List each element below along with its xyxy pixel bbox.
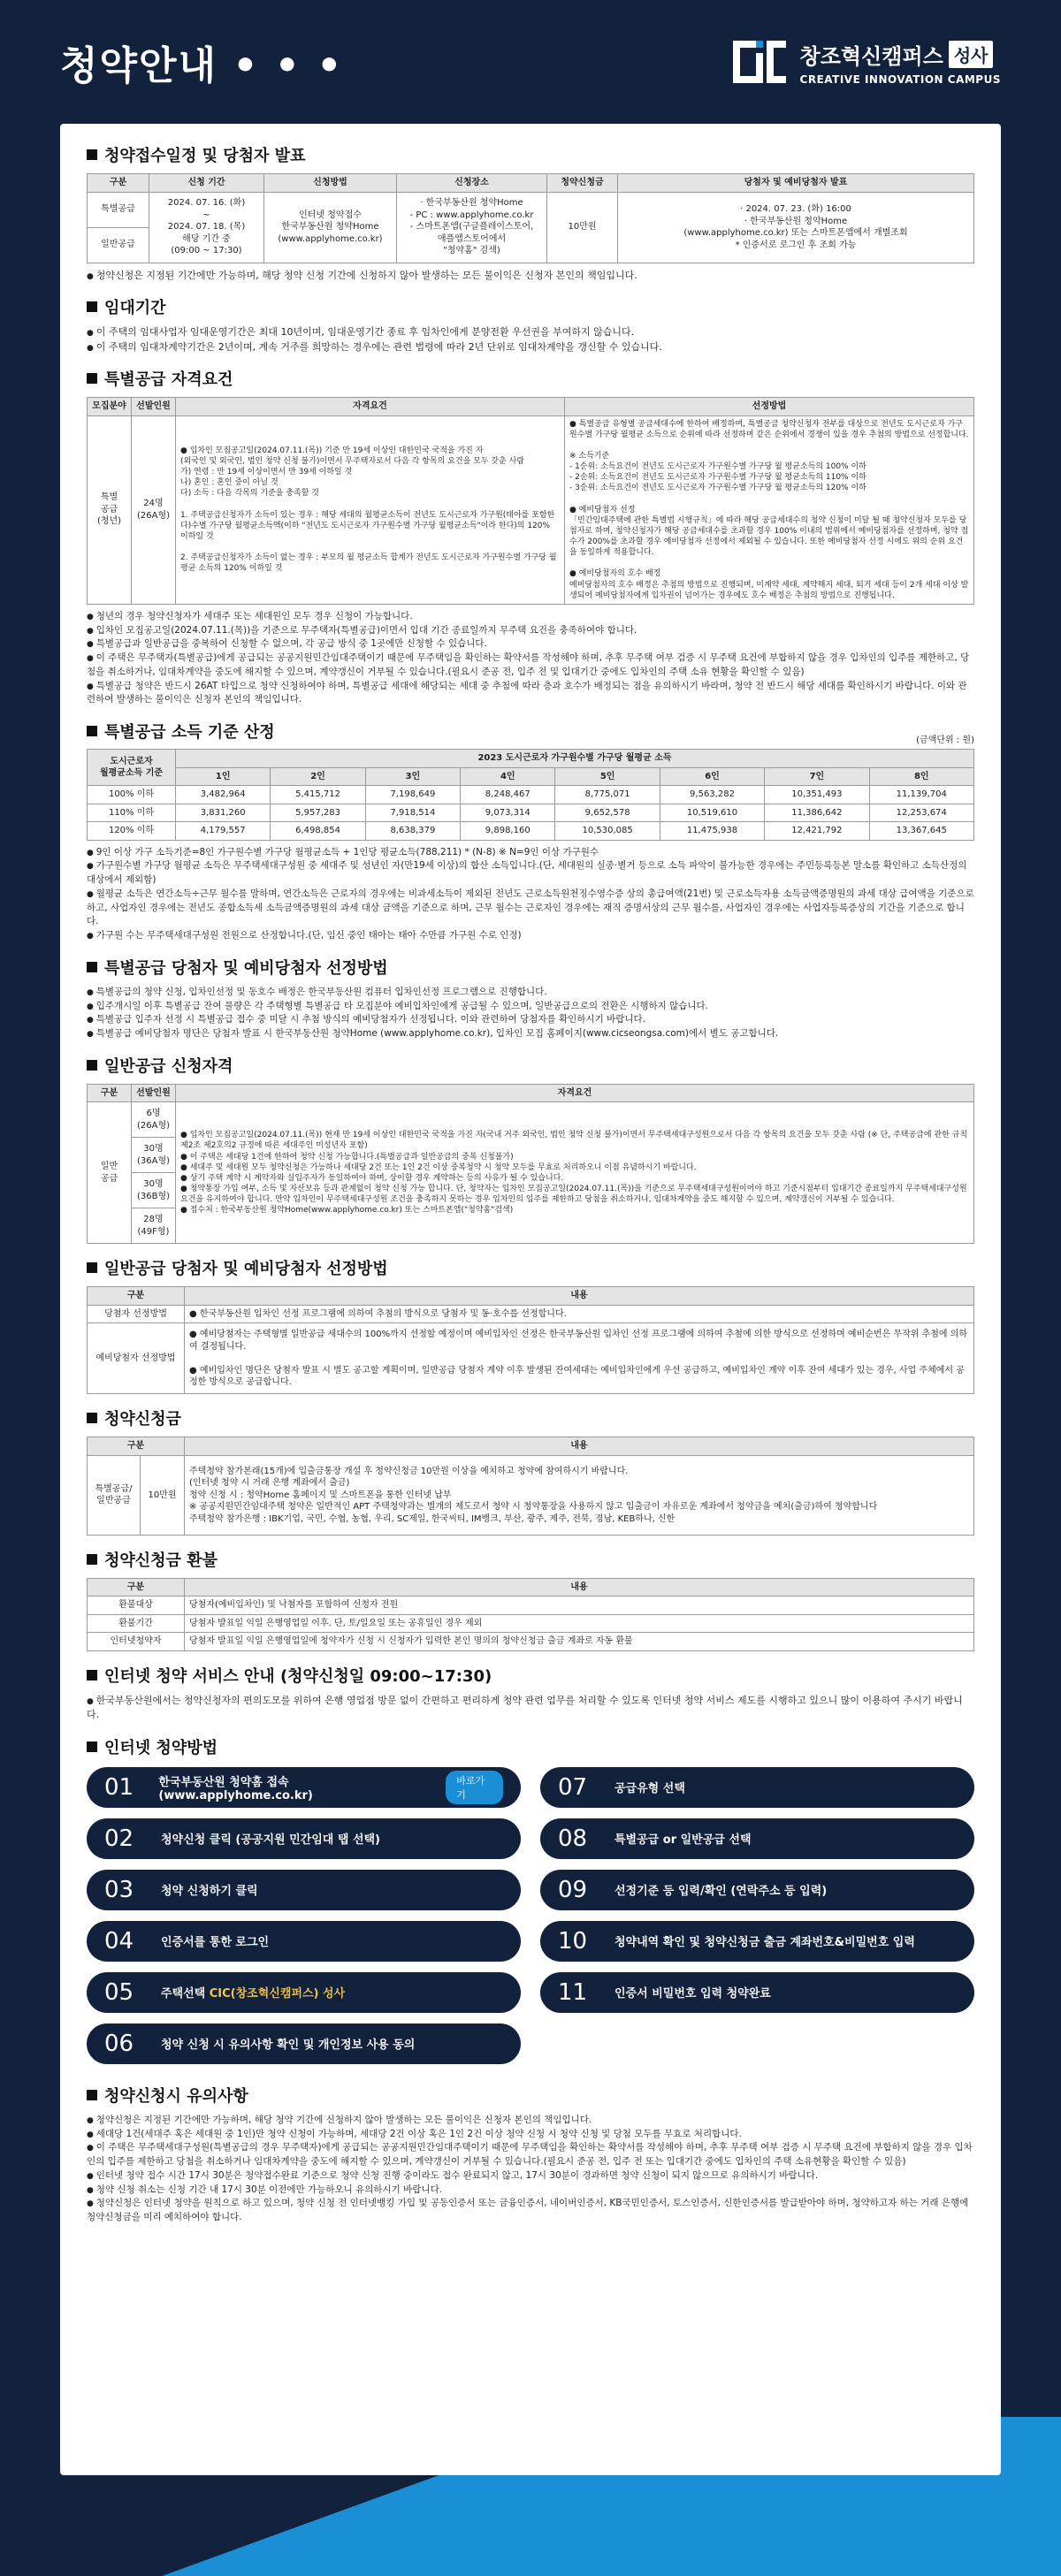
step-text: 인증서를 통한 로그인 [161, 1936, 270, 1950]
table-header: 내용 [185, 1437, 974, 1456]
income-table [87, 749, 974, 841]
step-text: 공급유형 선택 [614, 1782, 685, 1796]
table-header: 8인 [869, 767, 973, 786]
row-label: 120% 이하 [88, 822, 176, 841]
step-text: 청약내역 확인 및 청약신청금 출금 계좌번호&비밀번호 입력 [614, 1936, 915, 1950]
row-label: 인터넷청약자 [88, 1633, 185, 1651]
steps-grid [87, 1767, 974, 2064]
note-item: ● 이 주택의 임대사업자 임대운영기간은 최대 10년이며, 임대운영기간 종료 후 임차인에게 분양전환 우선권을 부여하지 않습니다. [87, 325, 974, 340]
row-label: 일반공급 [88, 227, 149, 263]
income-cell: 6,498,854 [271, 822, 365, 841]
step-number: 06 [104, 2030, 134, 2057]
cic-logo-icon [731, 37, 788, 87]
unit-label: (금액단위 : 원) [916, 735, 974, 746]
brand-subtitle: CREATIVE INNOVATION CAMPUS [799, 72, 1001, 86]
table-header: 4인 [461, 767, 555, 786]
special-selection-notes [87, 986, 974, 1041]
note-item: ● 청약신청은 지정된 기간에만 가능하며, 해당 청약 신청 기간에 신청하지 않아 발생하는 모든 불이익은 신청자 본인의 책임입니다. [87, 269, 974, 284]
income-cell: 10,351,493 [765, 786, 869, 804]
table-row [88, 822, 974, 841]
step-number: 07 [558, 1773, 588, 1801]
income-cell: 9,073,314 [461, 804, 555, 822]
income-cell: 11,139,704 [869, 786, 973, 804]
note-item: ● 청약신청은 지정된 기간에만 가능하며, 해당 청약 기간에 신청하지 않아 발생하는 모든 불이익은 신청자 본인의 책임입니다. [87, 2114, 974, 2128]
step-text-highlight: CIC(창조혁신캠퍼스) 성사 [209, 1987, 346, 2001]
step-10 [540, 1921, 974, 1962]
note-item: ● 월평균 소득은 연간소득÷근무 월수를 말하며, 연간소득은 근로자의 경우에는 비과세소득이 제외된 전년도 근로소득원천징수영수증 상의 총급여액(21번) 및 근로소득자용 소득금액증명원의 과세 대상 급여액을 기준으로 하고, 사업자인 경우에는 전년도 종합소득세 소득금액증명원의 과세 대상 금액을 기준으로 하며, 근무 월수는 근로자인 경우에는 재직 증명서상의 근무 월수를, 사업자인 경우에는 사업자등록증상의 기간을 기준으로 합니다. [87, 888, 974, 929]
step-number: 04 [104, 1927, 134, 1955]
note-item: ● 한국부동산원에서는 청약신청자의 편의도모를 위하여 은행 영업점 방문 없이 간편하고 편리하게 청약 관련 업무를 처리할 수 있도록 인터넷 청약 서비스 제도를 시행하고 있으니 많이 이용하여 주시기 바랍니다. [87, 1694, 974, 1723]
step-number: 10 [558, 1927, 588, 1955]
special-qualification-table [87, 397, 974, 605]
row-label: 환불대상 [88, 1597, 185, 1615]
row-label: 110% 이하 [88, 804, 176, 822]
brand-badge: 성사 [949, 41, 994, 68]
table-row [88, 786, 974, 804]
note-item: ● 입주개시일 이후 특별공급 잔여 물량은 각 주택형별 특별공급 타 모집분야 예비입차인에게 공급될 수 있으며, 일반공급으로의 전환은 시행하지 않습니다. [87, 1000, 974, 1014]
count-label: 30명 (36A형) [132, 1138, 176, 1173]
step-03 [87, 1870, 521, 1910]
special-notes [87, 610, 974, 707]
section-title-refund: 청약신청금 환불 [87, 1548, 974, 1571]
field-label: 특별 공급 (청년) [88, 415, 132, 604]
row-text: 당첨자 발표일 익일 은행영업일 이후. 단, 토/일요일 또는 공휴일인 경우 제외 [185, 1614, 974, 1633]
note-item: ● 특별공급 청약은 반드시 26AT 타입으로 청약 신청하여야 하며, 특별공급 세대에 해당되는 세대 중 추첨에 따라 층과 호수가 배정되는 점을 유의하시기 바라며, 청약 전 반드시 해당 세대를 확인하시기 바랍니다. 이와 관련하여 발생하는 불이익은 신청자 본인의 책임입니다. [87, 680, 974, 708]
note-item: ● 가구원수별 가구당 월평균 소득은 무주택세대구성원 중 세대주 및 성년인 자(만19세 이상)의 합산 소득입니다.(단, 세대원의 실종·별거 등으로 소득 파악이 불가능한 경우에는 주민등록등본 말소를 확인하고 소득산정의 대상에서 제외함) [87, 859, 974, 888]
step-text: 청약 신청하기 클릭 [161, 1885, 258, 1899]
schedule-notes [87, 269, 974, 284]
step-text: 특별공급 or 일반공급 선택 [614, 1833, 752, 1848]
row-label: 환불기간 [88, 1614, 185, 1633]
income-cell: 7,198,649 [365, 786, 460, 804]
step-02 [87, 1818, 521, 1859]
qualification-text: ● 입차인 모집공고일(2024.07.11.(목)) 현재 만 19세 이상인 대한민국 국적을 가진 자(국내 거주 외국인, 법인 청약 신청 불가)이면서 무주택세대구성원으로서 다음 각 항목의 요건을 모두 갖춘 사람 (※ 단, 주택공급에 관한 규칙 제2조 제2호의2 규정에 따른 세대주인 미성년자 포함) ● 이 주택은 세대당 1건에 한하여 청약 신청 가능합니다.(특별공급과 일반공급의 중복 신청불가) ● 세대주 및 세대원 모두 청약신청은 가능하나 세대당 2건 또는 1인 2건 이상 중복청약 시 청약 모두를 무효로 처리하오니 이점 유념하시기 바랍니다. ● 상기 주택 계약 시 계약자와 실입주자가 동일하여야 하며, 상이할 경우 계약하는 등의 사유가 될 수 있습니다. ● 청약통장 가입 여부, 소득 및 자산보유 등과 관계없이 청약 신청 가능 합니다. 단, 청약자는 입차인 모집공고일(2024.07.11.(목))을 기준으로 무주택세대구성원이어야 하고 기준시점부터 입대기간 종료일까지 무주택세대구성원 요건을 유지하여야 합니다. 만약 입차인이 무주택세대구성원 조건을 충족하지 못하는 경우 입차인의 입주를 제한하고 당첨을 취소하거나, 임대차계약을 중도 해지할 수 있으며, 계약갱신이 거부될 수 있습니다. ● 접수처 : 한국부동산원 청약Home(www.applyhome.co.kr) 또는 스마트폰앱("청약홈"검색) [176, 1102, 974, 1244]
brand-logo [731, 37, 1001, 87]
schedule-table [87, 173, 974, 263]
table-header: 구분 [88, 1084, 132, 1102]
caution-notes [87, 2114, 974, 2225]
table-header: 구분 [88, 174, 149, 193]
schedule-method: 인터넷 청약접수 한국부동산원 청약Home (www.applyhome.co.kr) [264, 192, 397, 263]
step-09 [540, 1870, 974, 1910]
income-cell: 13,367,645 [869, 822, 973, 841]
schedule-announce: · 2024. 07. 23. (화) 16:00 · 한국부동산원 청약Home (www.applyhome.co.kr) 또는 스마트폰앱에서 개별조회 * 인증서로 로그인 후 조회 가능 [618, 192, 974, 263]
row-text: ● 한국부동산원 입차인 선정 프로그램에 의하여 추첨의 방식으로 당첨자 및 동·호수를 선정합니다. [185, 1305, 974, 1323]
step-text: 인증서 비밀번호 입력 청약완료 [614, 1987, 771, 2001]
table-header: 선정방법 [565, 398, 974, 416]
section-title-internet-service: 인터넷 청약 서비스 안내 (청약신청일 09:00~17:30) [87, 1664, 974, 1687]
lease-notes [87, 325, 974, 354]
step-number: 05 [104, 1978, 134, 2006]
income-cell: 8,638,379 [365, 822, 460, 841]
schedule-place: · 한국부동산원 청약Home - PC : www.applyhome.co.kr - 스마트폰앱(구글플레이스토어, 애플앱스토어에서 "청약홈" 검색) [397, 192, 547, 263]
table-header: 선발인원 [132, 398, 176, 416]
step-number: 01 [104, 1773, 134, 1801]
row-label: 당첨자 선정방법 [88, 1305, 185, 1323]
table-header: 신청 기간 [149, 174, 264, 193]
table-header: 2인 [271, 767, 365, 786]
table-header: 구분 [88, 1437, 185, 1456]
table-header: 내용 [185, 1287, 974, 1306]
income-cell: 10,530,085 [555, 822, 660, 841]
income-cell: 12,421,792 [765, 822, 869, 841]
internet-service-notes [87, 1694, 974, 1723]
table-header: 모집분야 [88, 398, 132, 416]
table-header: 7인 [765, 767, 869, 786]
refund-table [87, 1578, 974, 1651]
section-title-income: 특별공급 소득 기준 산정 [87, 720, 974, 743]
income-cell: 9,652,578 [555, 804, 660, 822]
table-header: 구분 [88, 1287, 185, 1306]
table-header: 당첨자 및 예비당첨자 발표 [618, 174, 974, 193]
note-item: ● 이 주택은 무주택세대구성원(특별공급의 경우 무주택자)에게 공급되는 공공지원민간임대주택이기 때문에 무주택임을 확인하는 확약서를 작성해야 하며, 추후 무주택 여부 검증 시 무주택 요건에 부합하지 않을 경우 입차인의 입주를 제한하고 당첨을 취소하거나 임대차계약을 중도에 해지할 수 있으며, 계약갱신이 거부될 수 있습니다.(필요시 준공 전, 입주 전 또는 입대기간 중에도 입차인의 주택 소유현황을 확인할 수 있음) [87, 2141, 974, 2169]
table-header: 2023 도시근로자 가구원수별 가구당 월평균 소득 [176, 750, 974, 768]
row-text: 당첨자(예비입차인) 및 낙첨자를 포함하여 신청자 전원 [185, 1597, 974, 1615]
selection-text: ● 특별공급 유형별 공급세대수에 한하여 배정하며, 특별공급 청약신청자 전부를 대상으로 전년도 도시근로자 가구원수별 가구당 월평균 소득으로 순위에 따라 선정하며 같은 순위에서 경쟁이 있을 경우 추첨의 방법으로 선정합니다. ※ 소득기준 - 1순위: 소득요건이 전년도 도시근로자 가구원수별 가구당 월 평균소득의 100% 이하 - 2순위: 소득요건이 전년도 도시근로자 가구원수별 가구당 월 평균소득의 110% 이하 - 3순위: 소득요건이 전년도 도시근로자 가구원수별 가구당 월 평균소득의 120% 이하 ● 예비당첨자 선정 「민간임대주택에 관한 특별법 시행규칙」에 따라 해당 공급세대수의 청약 신청이 미달 될 때 청약신청자 모두를 당첨자로 하며, 청약신청자가 해당 공급세대수를 초과할 경우 100% 이내의 범위에서 예비당첨자를 선정하며, 청약 접수가 200%를 초과할 경우 예비당첨자 선정에서 제외될 수 있습니다. 또한 예비당첨자 선정 시에도 위의 순위 요건을 동일하게 적용합니다. ● 예비당첨자의 호수 배정 예비당첨자의 호수 배정은 추첨의 방법으로 진행되며, 미계약 세대, 계약해지 세대, 퇴거 세대 등이 2개 세대 이상 발생되어 예비당첨자에게 입차권이 넘어가는 경우에도 호수 배정은 추첨의 방법으로 진행됩니다. [565, 415, 974, 604]
go-button[interactable]: 바로가기 [446, 1771, 503, 1804]
step-07 [540, 1767, 974, 1808]
income-cell: 10,519,610 [660, 804, 764, 822]
table-header: 도시근로자 월평균소득 기준 [88, 750, 176, 786]
step-text: 청약신청 클릭 (공공지원 민간임대 탭 선택) [161, 1833, 380, 1848]
table-header: 청약신청금 [547, 174, 618, 193]
step-number: 11 [558, 1978, 588, 2006]
row-label: 100% 이하 [88, 786, 176, 804]
count-label: 6명 (26A형) [132, 1102, 176, 1138]
section-title-lease-period: 임대기간 [87, 295, 974, 318]
general-selection-table [87, 1286, 974, 1394]
step-text: 선정기준 등 입력/확인 (연락주소 등 입력) [614, 1885, 828, 1899]
step-number: 09 [558, 1876, 588, 1903]
section-title-deposit: 청약신청금 [87, 1406, 974, 1429]
general-qualification-table [87, 1084, 974, 1245]
note-item: ● 가구원 수는 무주택세대구성원 전원으로 산정합니다.(단, 임신 중인 태아는 태아 수만큼 가구원 수로 인정) [87, 929, 974, 943]
table-header: 3인 [365, 767, 460, 786]
header [0, 0, 1061, 124]
income-cell: 11,386,642 [765, 804, 869, 822]
section-title-special-qualification: 특별공급 자격요건 [87, 367, 974, 390]
step-08 [540, 1818, 974, 1859]
income-cell: 9,563,282 [660, 786, 764, 804]
step-11 [540, 1972, 974, 2013]
income-cell: 3,831,260 [176, 804, 271, 822]
income-cell: 12,253,674 [869, 804, 973, 822]
count-label: 30명 (36B형) [132, 1173, 176, 1208]
section-title-cautions: 청약신청시 유의사항 [87, 2084, 974, 2107]
table-header: 1인 [176, 767, 271, 786]
note-item: ● 이 주택의 임대차계약기간은 2년이며, 계속 거주를 희망하는 경우에는 관련 법령에 따라 2년 단위로 임대차계약을 갱신할 수 있습니다. [87, 340, 974, 355]
row-label: 특별공급 [88, 192, 149, 227]
deposit-amount: 10만원 [141, 1455, 185, 1535]
note-item: ● 입차인 모집공고일(2024.07.11.(목))을 기준으로 무주택자(특별공급)이면서 입대 기간 종료일까지 무주택 요건을 충족하여야 합니다. [87, 624, 974, 638]
step-05 [87, 1972, 521, 2013]
step-number: 08 [558, 1825, 588, 1852]
income-notes [87, 846, 974, 943]
note-item: ● 청약신청은 인터넷 청약을 원칙으로 하고 있으며, 청약 신청 전 인터넷뱅킹 가입 및 공동인증서 또는 금융인증서, 네이버인증서, KB국민인증서, 토스인증서, 신한인증서를 발급받아야 하며, 청약하고자 하는 거래 은행에 청약신청금을 미리 예치하여야 합니다. [87, 2197, 974, 2225]
table-header: 내용 [185, 1578, 974, 1597]
section-title-general-qualification: 일반공급 신청자격 [87, 1054, 974, 1077]
income-cell: 8,248,467 [461, 786, 555, 804]
row-text: ● 예비당첨자는 주택형별 일반공급 세대수의 100%까지 선정할 예정이며 예비입차인 선정은 한국부동산원 입차인 선정 프로그램에 의하여 추첨에 의한 방식으로 선정하며 예비순번은 무작위 추첨에 의하여 결정됩니다. ● 예비입차인 명단은 당첨자 발표 시 별도 공고할 계획이며, 일반공급 당첨자 계약 이후 발생된 잔여세대는 예비입차인에게 우선 공급하고, 예비입차인 계약 이후 잔여 세대가 있는 경우, 사업 주체에서 공정한 방식으로 공급합니다. [185, 1323, 974, 1394]
note-item: ● 9인 이상 가구 소득기준=8인 가구원수별 가구당 월평균소득 + 1인당 평균소득(788,211) * (N-8) ※ N=9인 이상 가구원수 [87, 846, 974, 860]
income-cell: 11,475,938 [660, 822, 764, 841]
schedule-period: 2024. 07. 16. (화) ~ 2024. 07. 18. (목) 해당 기간 중 (09:00 ~ 17:30) [149, 192, 264, 263]
note-item: ● 청약 신청 취소는 신청 기간 내 17시 30분 이전에만 가능하오니 유의하시기 바랍니다. [87, 2184, 974, 2198]
note-item: ● 청년의 경우 청약신청자가 세대주 또는 세대원인 모두 경우 신청이 가능합니다. [87, 610, 974, 624]
income-cell: 5,415,712 [271, 786, 365, 804]
note-item: ● 특별공급 예비당첨자 명단은 당첨자 발표 시 한국부동산원 청약Home (www.applyhome.co.kr), 입차인 모집 홈페이지(www.cicseongsa.com)에서 별도 공고합니다. [87, 1027, 974, 1041]
row-label: 특별공급/ 일반공급 [88, 1455, 141, 1535]
table-row [88, 804, 974, 822]
count-label: 24명 (26A형) [132, 415, 176, 604]
step-number: 03 [104, 1876, 134, 1903]
table-header: 구분 [88, 1578, 185, 1597]
step-text: 한국부동산원 청약홈 접속 (www.applyhome.co.kr) [158, 1775, 313, 1802]
step-06 [87, 2023, 521, 2064]
content-card [60, 124, 1001, 2475]
row-text: 당첨자 발표일 익일 은행영업일에 청약자가 신청 시 신청자가 입력한 본인 명의의 청약신청금 출금 계좌로 자동 환불 [185, 1633, 974, 1651]
step-01 [87, 1767, 521, 1808]
step-number: 02 [104, 1825, 134, 1852]
income-cell: 7,918,514 [365, 804, 460, 822]
income-cell: 5,957,283 [271, 804, 365, 822]
table-header: 신청방법 [264, 174, 397, 193]
step-text: 주택선택 [161, 1987, 210, 2001]
page-title: 청약안내 • • • [60, 43, 344, 88]
table-header: 신청장소 [397, 174, 547, 193]
qualification-text: ● 입차인 모집공고일(2024.07.11.(목)) 기준 만 19세 이상인 대한민국 국적을 가진 자 (외국인 및 외국인, 법인 청약 신청 불가)이면서 무주택자로서 다음 각 항목의 요건을 모두 갖춘 사람 가) 연령 : 만 19세 이상이면서 만 39세 이하일 것 나) 혼인 : 혼인 중이 아닐 것 다) 소득 : 다음 각목의 기준을 충족할 것 1. 주택공급신청자가 소득이 있는 경우 : 해당 세대의 월평균소득이 전년도 도시근로자 가구원(태아를 포함한다)수별 가구당 월평균소득액(이하 "전년도 도시근로자 가구원수별 가구당 월평균소득"이라 한다)의 120% 이하일 것 2. 주택공급신청자가 소득이 없는 경우 : 부모의 월 평균소득 합계가 전년도 도시근로자 가구원수별 가구당 월평균 소득의 120% 이하일 것 [176, 415, 565, 604]
income-cell: 4,179,557 [176, 822, 271, 841]
note-item: ● 이 주택은 무주택자(특별공급)에게 공급되는 공공지원민간임대주택이기 때문에 무주택임을 확인하는 확약서를 작성해야 하며, 추후 무주택 여부 검증 시 무주택 요건에 부합하지 않을 경우 입차인의 입주를 제한하고, 당첨을 취소하거나, 임대차계약을 중도에 해지할 수 있으며, 계약갱신이 거부될 수 있습니다.(필요시 준공 전, 입주 전 및 입대기간 중에도 입차인의 주택 소유 현황을 확인할 수 있음) [87, 652, 974, 680]
count-label: 28명 (49F형) [132, 1208, 176, 1244]
step-04 [87, 1921, 521, 1962]
deposit-table [87, 1437, 974, 1536]
income-cell: 8,775,071 [555, 786, 660, 804]
note-item: ● 특별공급 입주자 선정 시 특별공급 접수 중 미달 시 추첨 방식의 예비당첨자가 선정됩니다. 이와 관련하여 당첨자를 확인하시기 바랍니다. [87, 1013, 974, 1027]
table-header: 자격요건 [176, 1084, 974, 1102]
note-item: ● 세대당 1건(세대주 혹은 세대원 중 1인)만 청약 신청이 가능하며, 세대당 2건 이상 혹은 1인 2건 이상 청약 신청 시 청약 신청 및 당첨 모두를 무효로 처리합니다. [87, 2128, 974, 2142]
section-title-general-selection: 일반공급 당첨자 및 예비당첨자 선정방법 [87, 1256, 974, 1279]
schedule-fee: 10만원 [547, 192, 618, 263]
note-item: ● 특별공급의 청약 신청, 입차인선정 및 동호수 배정은 한국부동산원 컴퓨터 입차인선정 프로그램으로 진행합니다. [87, 986, 974, 1000]
income-cell: 9,898,160 [461, 822, 555, 841]
table-header: 5인 [555, 767, 660, 786]
note-item: ● 인터넷 청약 접수 시간 17시 30분은 청약접수완료 기준으로 청약 신청 진행 중이라도 접수 완료되지 않고, 17시 30분이 경과하면 청약 신청이 되지 않으므로 유의하시기 바랍니다. [87, 2169, 974, 2184]
section-title-internet-method: 인터넷 청약방법 [87, 1735, 974, 1758]
note-item: ● 특별공급과 일반공급을 중복하여 신청할 수 없으며, 각 공급 방식 중 1곳에만 신청할 수 있습니다. [87, 637, 974, 652]
section-title-special-selection: 특별공급 당첨자 및 예비당첨자 선정방법 [87, 956, 974, 979]
field-label: 일반 공급 [88, 1102, 132, 1244]
income-cell: 3,482,964 [176, 786, 271, 804]
brand-name: 창조혁신캠퍼스 [799, 43, 943, 69]
table-header: 선발인원 [132, 1084, 176, 1102]
table-header: 자격요건 [176, 398, 565, 416]
row-text: 주택청약 참가본래(15개)에 입출금통장 개설 후 청약신청금 10만원 이상을 예치하고 청약에 참여하시기 바랍니다. (인터넷 청약 시 거래 은행 계좌에서 출금) 청약 신청 시 : 청약Home 홈페이지 및 스마트폰을 통한 인터넷 납부 ※ 공공지원민간임대주택 청약은 일반적인 APT 주택청약과는 별개의 제도로서 청약 시 청약통장을 사용하지 않고 입출금이 자유로운 계좌에서 청약금을 예치(출금)하여 청약합니다 주택청약 참가은행 : IBK기업, 국민, 수협, 농협, 우리, SC제일, 한국씨티, IM뱅크, 부산, 광주, 제주, 전북, 경남, KEB하나, 신한 [185, 1455, 974, 1535]
step-text: 청약 신청 시 유의사항 확인 및 개인정보 사용 동의 [161, 2039, 416, 2053]
section-title-schedule: 청약접수일정 및 당첨자 발표 [87, 143, 974, 166]
row-label: 예비당첨자 선정방법 [88, 1323, 185, 1394]
table-header: 6인 [660, 767, 764, 786]
